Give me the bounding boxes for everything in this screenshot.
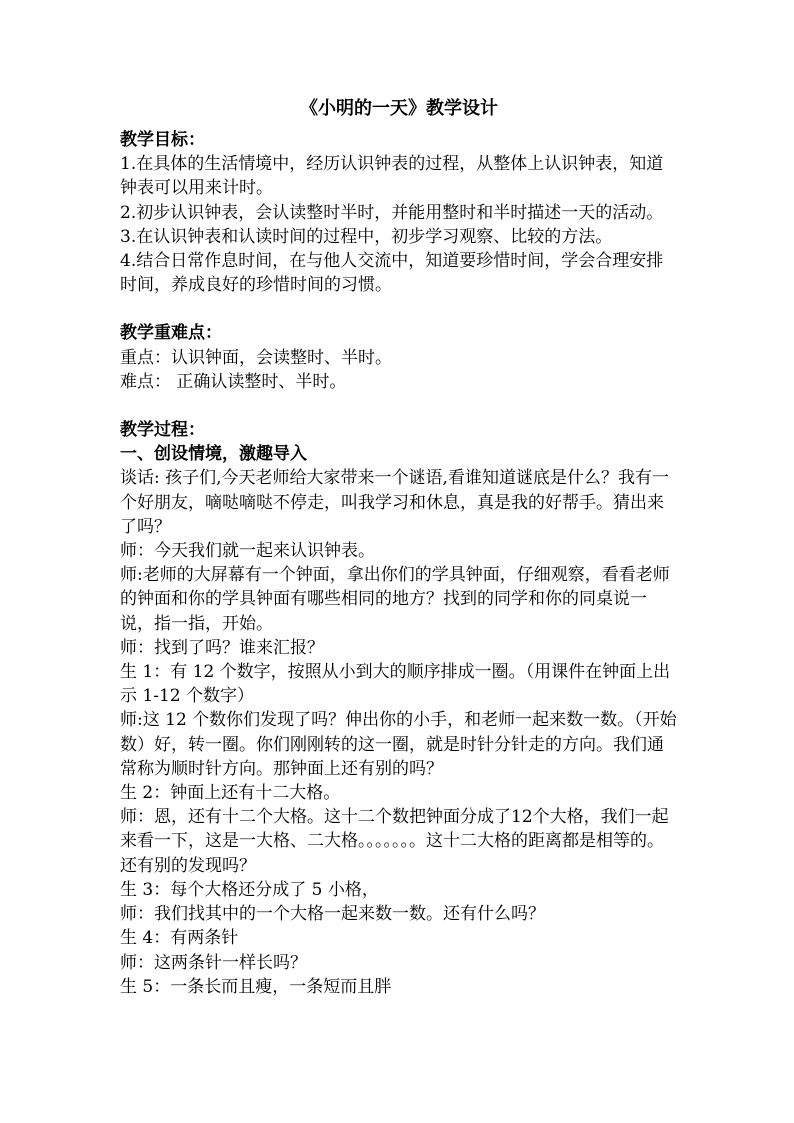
objective-item-2: 2.初步认识钟表，会认读整时半时，并能用整时和半时描述一天的活动。 <box>120 202 664 223</box>
dialogue-line: 生 1：有 12 个数字，按照从小到大的顺序排成一圈。（用课件在钟面上出示 1-12 个数字） <box>120 662 671 707</box>
objectives-heading: 教学目标： <box>120 130 205 150</box>
dialogue-line: 生 3：每个大格还分成了 5 小格， <box>120 879 379 900</box>
keypoints-heading: 教学重难点： <box>120 323 222 344</box>
objective-item-4: 4.结合日常作息时间，在与他人交流中，知道要珍惜时间，学会合理安排时间，养成良好的珍惜时间的习惯。 <box>120 251 664 296</box>
dialogue-line: 师:老师的大屏幕有一个钟面，拿出你们的学具钟面，仔细观察，看看老师的钟面和你的学具钟面有哪些相同的地方？找到的同学和你的同桌说一说，指一指，开始。 <box>120 565 670 634</box>
spacer <box>120 297 678 321</box>
dialogue-line: 师：恩，还有十二个大格。这十二个数把钟面分成了12个大格，我们一起来看一下，这是一大格、二大格。。。。。。。这十二大格的距离都是相等的。还有别的发现吗？ <box>120 807 669 876</box>
dialogue-line: 师：这两条针一样长吗？ <box>120 952 307 973</box>
dialogue-line: 谈话: 孩子们,今天老师给大家带来一个谜语,看谁知道谜底是什么？我有一个好朋友，嘀哒嘀哒不停走，叫我学习和休息，真是我的好帮手。猜出来了吗？ <box>120 468 669 537</box>
dialogue-line: 生 2：钟面上还有十二大格。 <box>120 783 341 804</box>
keypoint-difficulty: 难点： 正确认读整时、半时。 <box>120 371 347 392</box>
document-title: 《小明的一天》教学设计 <box>300 98 498 119</box>
objective-item-3: 3.在认识钟表和认读时间的过程中，初步学习观察、比较的方法。 <box>120 226 613 247</box>
dialogue-line: 师：找到了吗？谁来汇报？ <box>120 637 324 658</box>
dialogue-line: 师：今天我们就一起来认识钟表。 <box>120 541 375 562</box>
spacer <box>120 394 678 418</box>
objective-item-1: 1.在具体的生活情境中，经历认识钟表的过程，从整体上认识钟表，知道钟表可以用来计时。 <box>120 154 664 199</box>
process-heading: 教学过程： <box>120 420 205 441</box>
keypoint-focus: 重点：认识钟面，会读整时、半时。 <box>120 347 392 368</box>
dialogue-line: 师:这 12 个数你们发现了吗？伸出你的小手，和老师一起来数一数。（开始数）好，转一圈。你们刚刚转的这一圈，就是时针分针走的方向。我们通常称为顺时针方向。那钟面上还有别的吗？ <box>120 710 677 779</box>
dialogue-line: 师：我们找其中的一个大格一起来数一数。还有什么吗？ <box>120 904 545 925</box>
dialogue-line: 生 5：一条长而且瘦，一条短而且胖 <box>120 976 392 997</box>
dialogue-line: 生 4：有两条针 <box>120 928 239 949</box>
section-heading-1: 一、创设情境，激趣导入 <box>120 444 307 465</box>
